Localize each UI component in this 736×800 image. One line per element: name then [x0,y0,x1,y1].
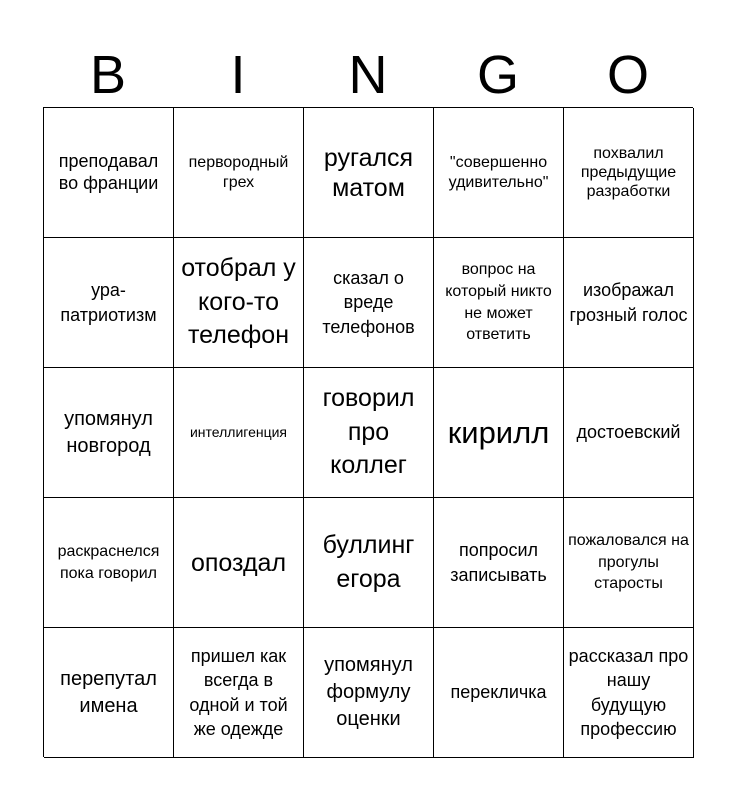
bingo-cell[interactable]: отобрал у кого-то телефон [174,238,304,368]
bingo-cell[interactable]: опоздал [174,498,304,628]
header-letter-g: G [476,45,519,105]
header-letter-i: I [230,45,246,105]
bingo-cell[interactable]: изображал грозный голос [564,238,694,368]
bingo-cell[interactable]: вопрос на который никто не может ответить [434,238,564,368]
bingo-cell[interactable]: достоевский [564,368,694,498]
bingo-cell[interactable]: перекличка [434,628,564,758]
bingo-cell[interactable]: упомянул новгород [44,368,174,498]
bingo-cell[interactable]: перепутал имена [44,628,174,758]
bingo-cell[interactable]: ура-патриотизм [44,238,174,368]
header-letter-b: B [89,45,127,105]
bingo-cell[interactable]: кирилл [434,368,564,498]
bingo-cell[interactable]: пожаловался на прогулы старосты [564,498,694,628]
bingo-cell[interactable]: раскраснелся пока говорил [44,498,174,628]
bingo-cell[interactable]: преподавал во франции [44,108,174,238]
bingo-cell[interactable]: попросил записывать [434,498,564,628]
bingo-cell[interactable]: ругался матом [304,108,434,238]
bingo-board [43,107,693,757]
bingo-cell[interactable]: первородный грех [174,108,304,238]
bingo-cell[interactable]: интеллигенция [174,368,304,498]
bingo-cell[interactable]: похвалил предыдущие разработки [564,108,694,238]
bingo-cell[interactable]: буллинг егора [304,498,434,628]
bingo-header [43,44,693,106]
bingo-cell[interactable]: упомянул формулу оценки [304,628,434,758]
header-letter-n: N [348,45,388,105]
header-letter-o: O [606,45,649,105]
bingo-cell[interactable]: рассказал про нашу будущую профессию [564,628,694,758]
bingo-cell[interactable]: пришел как всегда в одной и той же одежде [174,628,304,758]
bingo-cell[interactable]: говорил про коллег [304,368,434,498]
bingo-cell[interactable]: "совершенно удивительно" [434,108,564,238]
bingo-cell[interactable]: сказал о вреде телефонов [304,238,434,368]
